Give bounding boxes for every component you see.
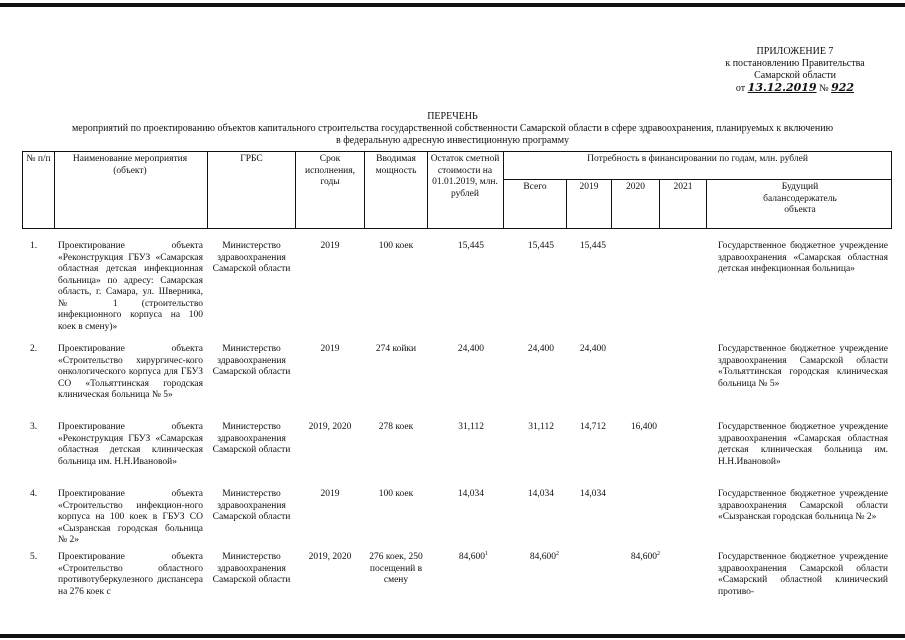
row-3-holder: Государственное бюджетное учреждение здравоохранения «Самарская областная детская клиническая больница им. Н.Н.Ивановой» — [718, 422, 888, 467]
row-2-term: 2019 — [320, 344, 340, 354]
row-4-num: 4. — [30, 489, 38, 499]
header-2020: 2020 — [626, 182, 645, 192]
row-5-holder: Государственное бюджетное учреждение здравоохранения Самарской области «Самарский областной клинический противо- — [718, 552, 888, 597]
row-5-grbs: Министерство здравоохранения Самарской области — [212, 552, 291, 585]
appendix-line2: к постановлению Правительства — [725, 58, 865, 69]
row-4-2019: 14,034 — [579, 489, 606, 499]
row-4-holder: Государственное бюджетное учреждение здравоохранения Самарской области «Сызранская городская больница № 2» — [718, 489, 888, 522]
row-4-grbs: Министерство здравоохранения Самарской области — [212, 489, 291, 522]
row-2-grbs: Министерство здравоохранения Самарской области — [212, 344, 291, 377]
row-1-grbs: Министерство здравоохранения Самарской области — [212, 241, 291, 274]
row-2-num: 2. — [30, 344, 38, 354]
row-4-balance: 14,034 — [457, 489, 484, 499]
bottom-border — [0, 634, 905, 638]
row-3-num: 3. — [30, 422, 38, 432]
row-5-balance-value: 84,600 — [458, 552, 485, 562]
row-2-balance: 24,400 — [457, 344, 484, 354]
header-balance: Остаток сметной стоимости на 01.01.2019, млн. рублей — [430, 154, 500, 199]
appendix-date-line — [700, 82, 890, 95]
row-3-name: Проектирование объекта «Реконструкция ГБУЗ «Самарская областная детская клиническая больница им. Н.Н.Ивановой» — [58, 422, 203, 467]
row-1-holder: Государственное бюджетное учреждение здравоохранения «Самарская областная детская инфекционная больница» — [718, 241, 888, 274]
date-value: 13.12.2019 — [747, 81, 817, 94]
row-1-capacity: 100 коек — [378, 241, 414, 251]
document-title: ПЕРЕЧЕНЬ — [427, 111, 478, 122]
row-5-total — [504, 552, 559, 564]
row-1-term: 2019 — [320, 241, 340, 251]
header-2021: 2021 — [673, 182, 693, 192]
header-col-line — [427, 151, 428, 229]
header-col-line — [891, 151, 892, 229]
header-name: Наименование мероприятия (объект) — [72, 154, 188, 176]
row-2-capacity: 274 койки — [375, 344, 417, 354]
header-num: № п/п — [26, 154, 51, 164]
row-5-num: 5. — [30, 552, 38, 562]
row-2-total: 24,400 — [527, 344, 554, 354]
row-3-balance: 31,112 — [458, 422, 484, 432]
top-border — [0, 3, 905, 7]
header-sub-rule — [503, 179, 892, 180]
row-5-total-note: 2 — [556, 550, 559, 557]
row-2-holder: Государственное бюджетное учреждение здравоохранения Самарской области «Тольяттинская городская клиническая больница № 5» — [718, 344, 888, 389]
row-4-name: Проектирование объекта «Строительство инфекцион-ного корпуса на 100 коек в ГБУЗ СО «Сызранская городская больница № 2» — [58, 489, 203, 545]
header-bottom-rule — [22, 228, 892, 229]
row-5-balance-note: 1 — [485, 550, 488, 557]
row-5-2020-value: 84,600 — [630, 552, 657, 562]
row-5-capacity: 276 коек, 250 посещений в смену — [369, 552, 423, 585]
header-total: Всего — [523, 182, 547, 192]
header-need: Потребность в финансировании по годам, млн. рублей — [587, 154, 808, 164]
appendix-block — [700, 46, 890, 95]
row-1-2019: 15,445 — [579, 241, 606, 251]
row-3-2020: 16,400 — [630, 422, 657, 432]
row-5-2020 — [610, 552, 660, 564]
row-4-total: 14,034 — [527, 489, 554, 499]
header-col-line — [706, 179, 707, 229]
row-4-capacity: 100 коек — [378, 489, 414, 499]
header-term: Срок исполнения, годы — [305, 154, 355, 187]
row-4-term: 2019 — [320, 489, 340, 499]
number-prefix: № — [819, 83, 829, 94]
header-2019: 2019 — [579, 182, 599, 192]
row-1-num: 1. — [30, 241, 38, 251]
row-5-total-value: 84,600 — [529, 552, 556, 562]
row-3-grbs: Министерство здравоохранения Самарской области — [212, 422, 291, 455]
appendix-line3: Самарской области — [754, 70, 836, 81]
row-2-name: Проектирование объекта «Строительство хирургичес-кого онкологического корпуса для ГБУЗ СО «Тольяттинская городская клиническая больница № 5» — [58, 344, 203, 400]
row-5-name: Проектирование объекта «Строительство областного противотуберкулезного диспансера на 276 коек с — [58, 552, 203, 597]
row-3-2019: 14,712 — [579, 422, 606, 432]
header-col-line — [54, 151, 55, 229]
row-2-2019: 24,400 — [579, 344, 606, 354]
document-subtitle-line1: мероприятий по проектированию объектов капитального строительства государственной собственности Самарской области в сфере здравоохранения, планируемых к включению — [71, 123, 834, 134]
row-3-term: 2019, 2020 — [308, 422, 352, 432]
row-5-term: 2019, 2020 — [308, 552, 352, 562]
row-3-capacity: 278 коек — [378, 422, 414, 432]
row-5-balance — [428, 552, 488, 564]
number-value: 922 — [831, 81, 855, 94]
row-1-name: Проектирование объекта «Реконструкция ГБУЗ «Самарская областная детская инфекционная больница» по адресу: Самарская область, г. Самара, ул. Шверника, № 1 (строительство инфекционного корпуса на 100 коек в смену)» — [58, 241, 203, 332]
row-3-total: 31,112 — [528, 422, 554, 432]
header-top-rule — [22, 151, 892, 152]
header-holder: Будущий балансодержатель объекта — [763, 182, 837, 215]
appendix-title: ПРИЛОЖЕНИЕ 7 — [756, 46, 834, 57]
date-prefix: от — [735, 83, 746, 94]
header-col-line — [364, 151, 365, 229]
document-subtitle-line2: в федеральную адресную инвестиционную программу — [335, 135, 570, 146]
row-1-balance: 15,445 — [457, 241, 484, 251]
header-grbs: ГРБС — [240, 154, 263, 164]
row-1-total: 15,445 — [527, 241, 554, 251]
header-col-line — [295, 151, 296, 229]
row-5-2020-note: 2 — [657, 550, 660, 557]
header-capacity: Вводимая мощность — [375, 154, 417, 176]
